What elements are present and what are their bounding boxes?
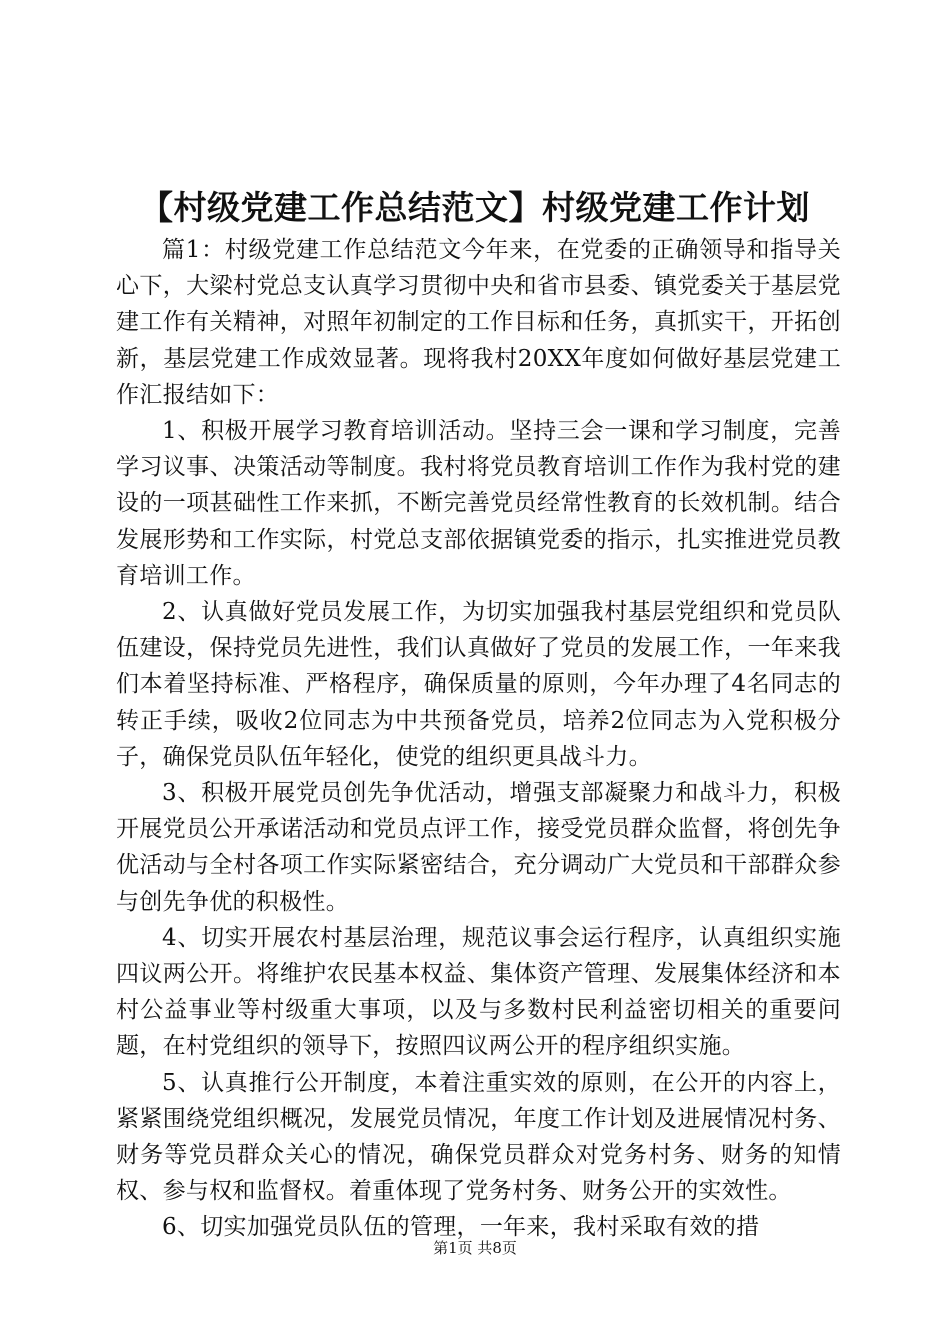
paragraph-item-4: 4、切实开展农村基层治理，规范议事会运行程序，认真组织实施四议两公开。将维护农民基本权益、集体资产管理、发展集体经济和本村公益事业等村级重大事项，以及与多数村民利益密切相关的重要问题，在村党组织的领导下，按照四议两公开的程序组织实施。: [116, 924, 841, 1060]
paragraph-item-5: 5、认真推行公开制度，本着注重实效的原则，在公开的内容上，紧紧围绕党组织概况，发展党员情况，年度工作计划及进展情况村务、财务等党员群众关心的情况，确保党员群众对党务村务、财务的知情权、参与权和监督权。着重体现了党务村务、财务公开的实效性。: [116, 1069, 841, 1205]
document-body: [116, 232, 841, 1246]
paragraph-item-3: 3、积极开展党员创先争优活动，增强支部凝聚力和战斗力，积极开展党员公开承诺活动和党员点评工作，接受党员群众监督，将创先争优活动与全村各项工作实际紧密结合，充分调动广大党员和干部群众参与创先争优的积极性。: [116, 780, 841, 915]
page-number-footer: 第1页 共8页: [433, 1239, 517, 1257]
paragraph-item-6: 6、切实加强党员队伍的管理，一年来，我村采取有效的措: [162, 1214, 760, 1241]
document-title: 【村级党建工作总结范文】村级党建工作计划: [140, 188, 810, 227]
paragraph-intro: 篇1：村级党建工作总结范文今年来，在党委的正确领导和指导关心下，大梁村党总支认真学习贯彻中央和省市县委、镇党委关于基层党建工作有关精神，对照年初制定的工作目标和任务，真抓实干，开拓创新，基层党建工作成效显著。现将我村20XX年度如何做好基层党建工作汇报结如下：: [116, 237, 841, 408]
paragraph-item-2: 2、认真做好党员发展工作，为切实加强我村基层党组织和党员队伍建设，保持党员先进性，我们认真做好了党员的发展工作，一年来我们本着坚持标准、严格程序，确保质量的原则，今年办理了4名同志的转正手续，吸收2位同志为中共预备党员，培养2位同志为入党积极分子，确保党员队伍年轻化，使党的组织更具战斗力。: [116, 599, 841, 770]
paragraph-item-1: 1、积极开展学习教育培训活动。坚持三会一课和学习制度，完善学习议事、决策活动等制度。我村将党员教育培训工作作为我村党的建设的一项甚础性工作来抓，不断完善党员经常性教育的长效机制。结合发展形势和工作实际，村党总支部依据镇党委的指示，扎实推进党员教育培训工作。: [116, 418, 841, 589]
